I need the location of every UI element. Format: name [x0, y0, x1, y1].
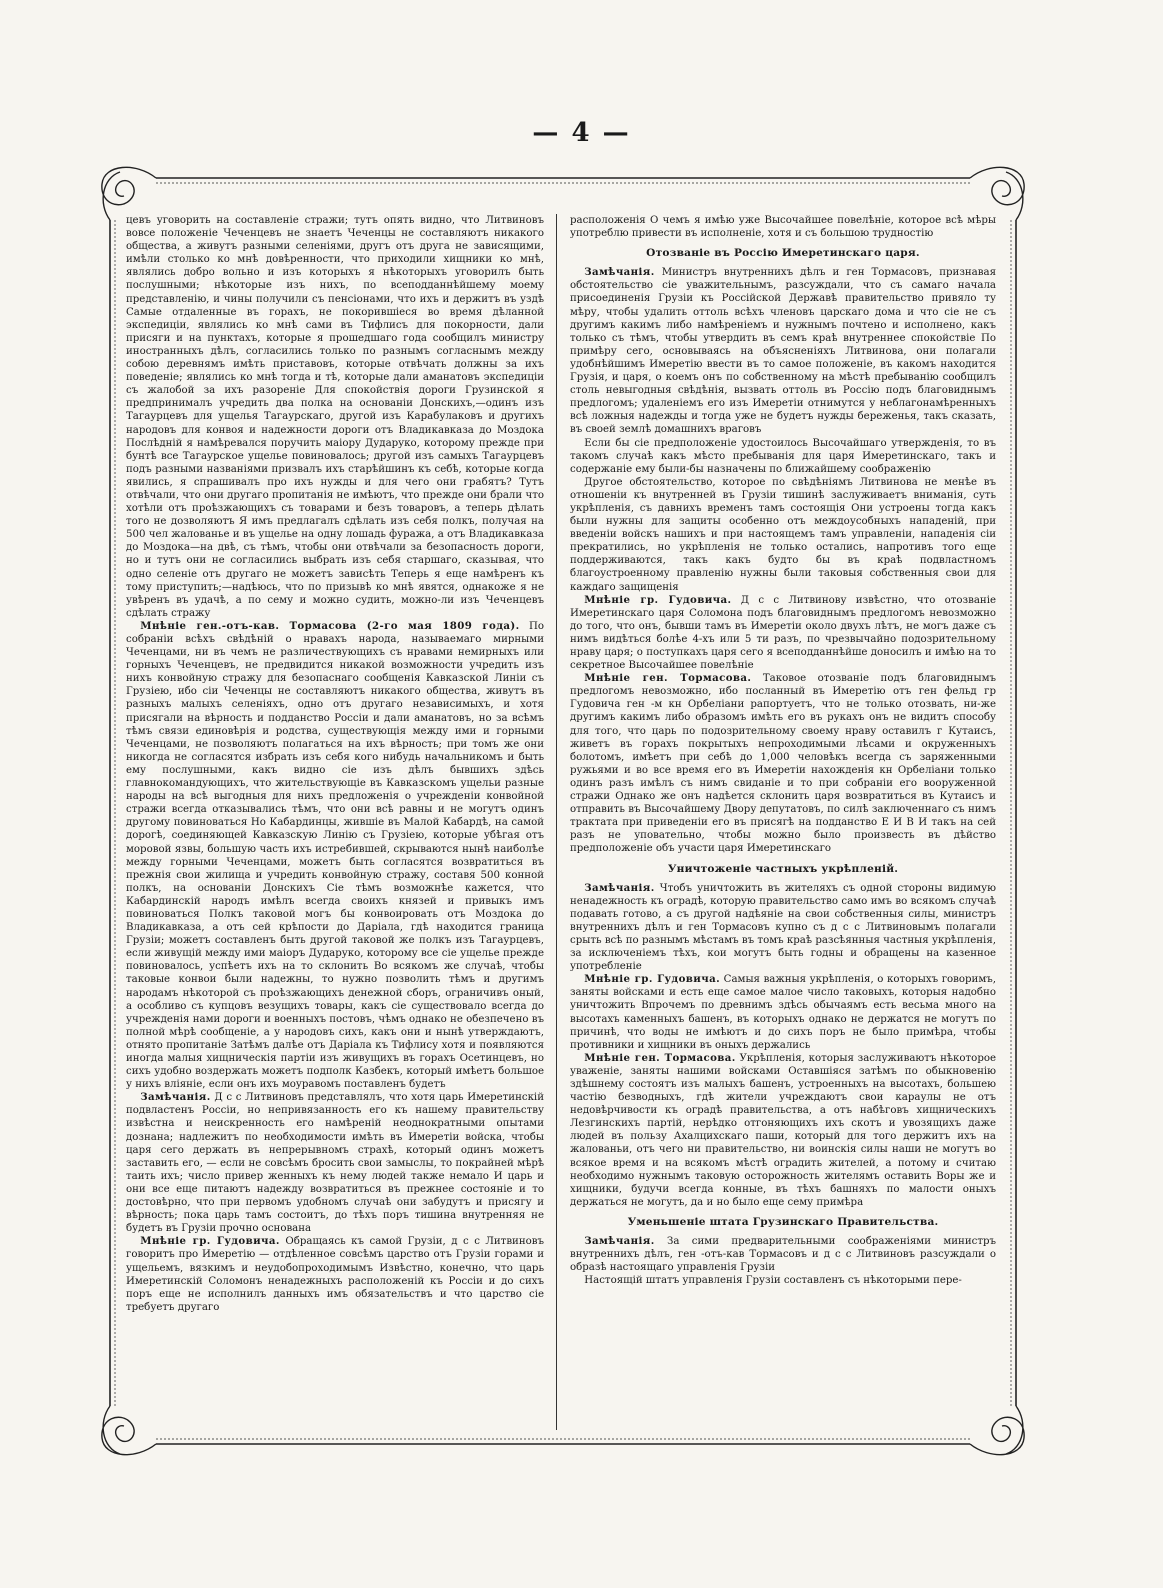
text-paragraph: [126, 214, 544, 620]
opinion-paragraph: [126, 1235, 544, 1314]
paragraph-text: Чтобъ уничтожить въ жителяхъ съ одной стороны видимую ненадежность къ оградѣ, которую правительство само имъ во всякомъ случаѣ подавать готово, а съ другой надѣяніе на свои собственныя силы, министръ внутреннихъ дѣлъ и ген Тормасовъ купно съ д с с Литвиновымъ полагали срыть всѣ по разнымъ мѣстамъ въ томъ краѣ разсѣянныя частныя укрѣпленія, за исключеніемъ тѣхъ, кои могутъ быть годны и обращены на казенное употребленіе: [570, 882, 996, 973]
paragraph-text: Д с с Литвинову извѣстно, что отозваніе Имеретинскаго царя Соломона подъ благовиднымъ предлогомъ невозможно до того, что онъ, бывши тамъ въ Имеретіи около двухъ лѣтъ, не могъ даже съ нимъ видѣться болѣе 4-хъ или 5 ти разъ, по чрезвычайно подозрительному нраву царя; о поступкахъ царя сего я всеподданнѣйше доносилъ и имѣю на то секретное Высочайшее повелѣніе: [570, 594, 996, 672]
opinion-paragraph: [570, 882, 996, 974]
paragraph-label: Замѣчанія.: [584, 1235, 655, 1248]
text-paragraph: [570, 437, 996, 476]
text-paragraph: [570, 476, 996, 594]
opinion-paragraph: [570, 594, 996, 673]
paragraph-text: Д с с Литвиновъ представлялъ, что хотя царь Имеретинскій подвластенъ Россіи, но непривязанность его къ нашему правительству извѣстна и неискренность его намѣреній неоднократными опытами дознана; надлежитъ по необходимости имѣть въ Имеретіи войска, чтобы царя сего держать въ непрерывномъ страхѣ, который одинъ можетъ заставить его, — если не совсѣмъ бросить свои замыслы, то покрайней мѣрѣ таить ихъ; число привер женныхъ къ нему людей также немало И царь и они все еще питаютъ надежду возвратиться въ прежнее состояніе и то достовѣрно, что при первомъ удобномъ случаѣ они забудутъ и присягу и вѣрность; пока царь тамъ состоитъ, до тѣхъ поръ тишина внутренняя не будетъ въ Грузіи прочно основана: [126, 1092, 544, 1235]
left-column: [126, 214, 544, 1430]
section-heading: Отозваніе въ Россію Имеретинскаго царя.: [646, 247, 920, 260]
opinion-paragraph: [570, 973, 996, 1052]
text-paragraph: [570, 1274, 996, 1287]
opinion-paragraph: [570, 672, 996, 855]
paragraph-label: Мнѣніе ген. Тормасова.: [584, 672, 752, 685]
column-divider: [556, 214, 557, 1430]
paragraph-label: Мнѣніе гр. Гудовича.: [584, 973, 721, 986]
paragraph-label: Замѣчанія.: [584, 881, 655, 894]
paragraph-text: расположенія О чемъ я имѣю уже Высочайшее повелѣніе, которое всѣ мѣры употреблю привести въ исполненіе, хотя и съ большою трудностію: [570, 215, 996, 240]
paragraph-text: Если бы сіе предположеніе удостоилось Высочайшаго утвержденія, то въ такомъ случаѣ какъ мѣсто пребыванія для царя Имеретинскаго, такъ и содержаніе ему были-бы назначены по ближайшему соображенію: [570, 437, 996, 475]
paragraph-text: Обращаясь къ самой Грузіи, д с с Литвиновъ говоритъ про Имеретію — отдѣленное совсѣмъ царство отъ Грузіи горами и ущельемъ, вязкимъ и неудобопроходимымъ Извѣстно, конечно, что царь Имеретинскій Соломонъ ненадежныхъ расположеній къ Россіи и до сихъ поръ еще не исполнилъ данныхъ имъ обязательствъ и что царство сіе требуетъ другаго: [126, 1236, 544, 1313]
page-number: — 4 —: [532, 118, 631, 148]
paragraph-text: цевъ уговорить на составленіе стражи; тутъ опять видно, что Литвиновъ вовсе положеніе Чеченцевъ не знаетъ Чеченцы не составляютъ никакого общества, а живутъ разными селеніями, другъ отъ друга не зависящими, имѣли столько ко мнѣ довѣренности, что приходили хищники ко мнѣ, являлись добро вольно и изъ которыхъ я нѣкоторыхъ уговорилъ быть послушными; нѣкоторые изъ нихъ, по всеподданнѣйшему моему представленію, и чины получили съ пенсіонами, что ихъ и держитъ въ уздѣ Самые отдаленные въ горахъ, не покорившіеся во время дѣланной экспедиціи, являлись ко мнѣ сами въ Тифлисъ для покорности, дали присяги и на пунктахъ, которые я прошедшаго года сообщилъ министру иностранныхъ дѣлъ, согласились только по разнымъ согласнымъ между собою деревнямъ имѣть приставовъ, которые отвѣчать должны за ихъ поведеніе; являлись ко мнѣ тогда и тѣ, которые дали аманатовъ экспедиціи съ жалобой за ихъ разореніе Для спокойствія дороги Грузинской я предпринималъ учредить два полка на основаніи Донскихъ,—одинъ изъ Тагаурцевъ для ущелья Тагаурскаго, другой изъ Карабулаковъ и другихъ народовъ для конвоя и надежности дороги отъ Владикавказа до Моздока Послѣдній я намѣревался поручить маіору Дударуко, которому прежде при бунтѣ все Тагаурское ущелье повиновалось; другой изъ самыхъ Тагаурцевъ подъ разными названіями призвалъ ихъ старѣйшинъ къ себѣ, которые когда явились, я спрашивалъ про ихъ нужды и для чего они грабятъ? Тутъ отвѣчали, что они другаго пропитанія не имѣютъ, что прежде они брали что хотѣли отъ проѣзжающихъ съ товарами и безъ товаровъ, а теперь дѣлать того не дозволяютъ Я имъ предлагалъ сдѣлать изъ себя полкъ, получая на 500 чел жалованье и въ ущелье на одну лошадь фуража, а отъ Владикавказа до Моздока—на двѣ, съ тѣмъ, чтобы они отвѣчали за безопасность дороги, но и тутъ они не согласились выбрать изъ себя старшаго, сказывая, что одно селеніе отъ другаго не можетъ зависѣть Теперь я еще намѣренъ къ тому приступить;—надѣюсь, что по призывѣ ко мнѣ явятся, однакоже я не увѣренъ въ удачѣ, а по сему и можно судить, можно-ли изъ Чеченцевъ сдѣлать стражу: [126, 215, 544, 619]
section-heading: Уничтоженіе частныхъ укрѣпленій.: [667, 862, 899, 875]
paragraph-label: Мнѣніе ген.-отъ-кав. Тормасова (2-го мая 1809 года).: [140, 619, 520, 632]
paragraph-text: Министръ внутреннихъ дѣлъ и ген Тормасовъ, признавая обстоятельство сіе уважительнымъ, разсуждали, что съ самаго начала присоединенія Грузіи къ Россійской Державѣ правительство привяло ту мѣру, чтобы удалить оттоль всѣхъ членовъ царскаго дома и что сіе не съ другимъ какимъ либо намѣреніемъ и нужнымъ почтено и исполнено, какъ только съ тѣмъ, чтобы утвердить въ семъ краѣ внутреннее спокойствіе По примѣру сего, основываясь на объясненіяхъ Литвинова, они полагали удобнѣйшимъ Имеретію ввести въ то самое положеніе, въ какомъ находится Грузія, и царя, о коемъ онъ по собственному на мѣстѣ пребыванію сообщилъ столь невыгодныя свѣдѣнія, вызвать оттоль въ Россію подъ благовиднымъ предлогомъ; удаленіемъ его изъ Имеретіи отнимутся у неблагонамѣренныхъ всѣ ложныя надежды и тогда уже не будетъ нужды береженья, такъ сказать, въ своей землѣ домашнихъ враговъ: [570, 267, 996, 436]
paragraph-text: Самыя важныя укрѣпленія, о которыхъ говоримъ, заняты войсками и есть еще самое малое число таковыхъ, которыя надобно уничтожить Впрочемъ по древнимъ здѣсь обычаямъ есть весьма много на высотахъ каменныхъ башенъ, въ которыхъ однако не держатся не могутъ по причинѣ, что воды не имѣютъ и до сихъ поръ не было примѣра, чтобы противники и хищники въ оныхъ держались: [570, 974, 996, 1051]
paragraph-label: Замѣчанія.: [584, 266, 655, 279]
paragraph-text: За сими предварительными соображеніями министръ внутреннихъ дѣлъ, ген -отъ-кав Тормасовъ и д с с Литвиновъ разсуждали о образѣ настоящаго управленія Грузіи: [570, 1236, 996, 1274]
opinion-paragraph: [570, 266, 996, 436]
paragraph-label: Мнѣніе ген. Тормасова.: [584, 1051, 736, 1064]
paragraph-label: Замѣчанія.: [140, 1091, 211, 1104]
opinion-paragraph: [126, 1091, 544, 1235]
paragraph-text: Настоящій штатъ управленія Грузіи составленъ съ нѣкоторыми пере-: [584, 1275, 962, 1287]
paragraph-text: Таковое отозваніе подъ благовиднымъ предлогомъ невозможно, ибо посланный въ Имеретію отъ ген фельд гр Гудовича ген -м кн Орбеліани рапортуетъ, что не только отозвать, ни-же другимъ какимъ либо образомъ имѣть его въ рукахъ онъ не видитъ способу для того, что царь по подозрительному своему нраву оставилъ г Кутаисъ, живетъ въ горахъ покрытыхъ непроходимыми лѣсами и окруженныхъ болотомъ, имѣетъ при себѣ до 1,000 человѣкъ всегда съ заряженными ружьями и во все время его въ Имеретіи нахожденія кн Орбеліани только одинъ разъ имѣлъ съ нимъ свиданіе и то при собраніи его вооруженной стражи Однако же онъ надѣется склонить царя возвратиться въ Кутаисъ и отправить въ Высочайшему Двору депутатовъ, по силѣ заключеннаго съ нимъ трактата при приведеніи его въ присягѣ на подданство Е И В И такъ на сей разъ не уповательно, чтобы можно было произвесть въ дѣйство предположеніе объ участи царя Имеретинскаго: [570, 673, 996, 855]
opinion-paragraph: [126, 620, 544, 1091]
paragraph-text: Другое обстоятельство, которое по свѣдѣніямъ Литвинова не менѣе въ отношеніи къ внутренней въ Грузіи тишинѣ заслуживаетъ вниманія, суть укрѣпленія, съ давнихъ временъ тамъ состоящія Они устроены тогда какъ были нужны для защиты особенно отъ междоусобныхъ нападеній, при введеніи войскъ нашихъ и при настоящемъ тамъ управленіи, нападенія сіи прекратились, но укрѣпленія не только остались, напротивъ того еще поддерживаются, такъ какъ будто бы въ краѣ подвластномъ благоустроенному правленію нужны были таковыя собственныя свои для каждаго защищенія: [570, 476, 996, 593]
opinion-paragraph: [570, 1235, 996, 1274]
page-content: [126, 214, 996, 1430]
text-paragraph: [570, 214, 996, 240]
right-column: [570, 214, 996, 1430]
paragraph-text: Укрѣпленія, которыя заслуживаютъ нѣкоторое уваженіе, заняты нашими войсками Оставшіяся затѣмъ по обыкновенію здѣшнему состоятъ изъ малыхъ башенъ, устроенныхъ на высотахъ, большею частію безводныхъ, гдѣ жители учреждаютъ свои караулы не отъ недовѣрчивости къ оградѣ правительства, а отъ набѣговъ хищническихъ Лезгинскихъ партій, нерѣдко отгоняющихъ ихъ скотъ и увозящихъ даже людей въ пользу Ахалцихскаго паши, который для того держитъ ихъ на жалованьи, отъ чего ни правительство, ни воинскія силы наши не могутъ во всякое время и на всякомъ мѣстѣ оградить жителей, а потому и считаю необходимо нужнымъ таковую осторожность жителямъ оставить Воры же и хищники, будучи всегда конные, въ тѣхъ башняхъ по малости оныхъ держаться не могутъ, да и но было еще сему примѣра: [570, 1052, 996, 1208]
opinion-paragraph: [570, 1052, 996, 1209]
paragraph-text: По собраніи всѣхъ свѣдѣній о нравахъ народа, называемаго мирными Чеченцами, ни въ чемъ не различествующихъ съ нравами немирныхъ или горныхъ Чеченцевъ, не предвидится никакой возможности учредить изъ нихъ конвойную стражу для безопаснаго сообщенія Кавказской Линіи съ Грузіею, ибо сіи Чеченцы не составляютъ никакого общества, живутъ въ разныхъ малыхъ селеніяхъ, одно отъ другаго независимыхъ, и хотя присягали на вѣрность и подданство Россіи и дали аманатовъ, но за всѣмъ тѣмъ связи единовѣрія и родства, существующія между ими и горными Чеченцами, не позволяютъ полагаться на ихъ вѣрность; при томъ же они никогда не согласятся избрать изъ себя кого нибудь начальникомъ и быть ему послушными, какъ видно сіе изъ дѣлъ бывшихъ здѣсь главнокомандующихъ, что жительствующіе въ Кавказскомъ ущельи разные народы на всѣ выгодныя для нихъ предложенія о учрежденіи конвойной стражи всегда отказывались тѣмъ, что они всѣ равны и не могутъ одинъ другому повиноваться Но Кабардинцы, жившіе въ Малой Кабардѣ, на самой дорогѣ, соединяющей Кавказскую Линію съ Грузіею, которые убѣгая отъ моровой язвы, большую часть ихъ истребившей, скрываются нынѣ наиболѣе между горными Чеченцами, можетъ быть согласятся возвратиться въ прежнія свои жилища и учредить конвойную стражу, составя 500 конной полкъ, на основаніи Донскихъ Сіе тѣмъ возможнѣе кажется, что Кабардинскій народъ имѣлъ всегда своихъ князей и привыкъ имъ повиноваться Полкъ таковой могъ бы конвоировать отъ Моздока до Владикавказа, а отъ сей крѣпости до Даріала, гдѣ находится граница Грузіи; можетъ составленъ быть другой таковой же полкъ изъ Тагаурцевъ, если живущій между ими маіоръ Дударуко, которому все сіе ущелье прежде повиновалось, успѣетъ ихъ на то склонить Во всякомъ же случаѣ, чтобы таковые конвои были надежны, то нужно позволить тѣмъ и другимъ народамъ нѣкоторой съ проѣзжающихъ денежной сборъ, ограничивъ оный, а особливо съ купцовъ везущихъ товары, какъ сіе существовало всегда до учрежденія нами дороги и военныхъ постовъ, чѣмъ однако не обезпечено въ полной мѣрѣ сообщеніе, а у народовъ сихъ, какъ они и нынѣ утверждаютъ, отнято пропитаніе Затѣмъ далѣе отъ Даріала къ Тифлису хотя и появляются иногда малыя хищническія партіи изъ живущихъ въ горахъ Осетинцевъ, но сихъ удобно воздержать можетъ подполк Казбекъ, который имѣетъ большое у нихъ вліяніе, если онъ ихъ моуравомъ поставленъ будетъ: [126, 620, 544, 1091]
paragraph-label: Мнѣніе гр. Гудовича.: [584, 593, 732, 606]
paragraph-label: Мнѣніе гр. Гудовича.: [140, 1235, 280, 1248]
section-heading: Уменьшеніе штата Грузинскаго Правительства.: [627, 1215, 939, 1228]
